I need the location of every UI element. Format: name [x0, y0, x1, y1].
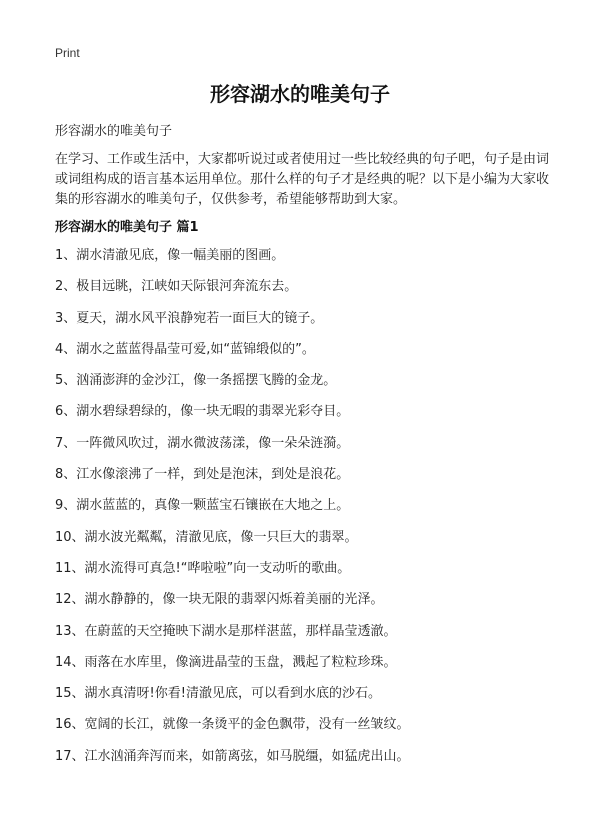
list-item: 9、湖水蓝蓝的，真像一颗蓝宝石镶嵌在大地之上。 [55, 498, 350, 514]
section-heading: 形容湖水的唯美句子 篇1 [55, 220, 199, 235]
sentence-list [55, 246, 575, 778]
list-item: 13、在蔚蓝的天空掩映下湖水是那样湛蓝，那样晶莹透澈。 [55, 623, 397, 639]
list-item: 12、湖水静静的，像一块无限的翡翠闪烁着美丽的光泽。 [55, 592, 384, 608]
list-item: 2、极目远眺，江峡如天际银河奔流东去。 [55, 279, 298, 295]
list-item: 7、一阵微风吹过，湖水微波荡漾，像一朵朵涟漪。 [55, 435, 350, 451]
print-link[interactable]: Print [55, 46, 80, 60]
intro-paragraph: 在学习、工作或生活中，大家都听说过或者使用过一些比较经典的句子吧，句子是由词或词组构成的语言基本运用单位。那什么样的句子才是经典的呢？以下是小编为大家收集的形容湖水的唯美句子，仅供参考，希望能够帮助到大家。 [55, 152, 550, 207]
list-item: 15、湖水真清呀!你看!清澈见底，可以看到水底的沙石。 [55, 686, 381, 702]
list-item: 17、江水汹涌奔泻而来，如箭离弦，如马脱缰，如猛虎出山。 [55, 748, 410, 764]
list-item: 14、雨落在水库里，像滴进晶莹的玉盘，溅起了粒粒珍珠。 [55, 654, 397, 670]
page-title: 形容湖水的唯美句子 [210, 82, 390, 106]
list-item: 10、湖水波光粼粼，清澈见底，像一只巨大的翡翠。 [55, 529, 358, 545]
list-item: 3、夏天，湖水风平浪静宛若一面巨大的镜子。 [55, 310, 324, 326]
list-item: 16、宽阔的长江，就像一条烫平的金色飘带，没有一丝皱纹。 [55, 717, 410, 733]
list-item: 4、湖水之蓝蓝得晶莹可爱,如“蓝锦缎似的”。 [55, 341, 315, 357]
subtitle: 形容湖水的唯美句子 [55, 124, 173, 139]
list-item: 11、湖水流得可真急!“哗啦啦”向一支动听的歌曲。 [55, 560, 351, 576]
list-item: 5、汹涌澎湃的金沙江，像一条摇摆飞腾的金龙。 [55, 373, 337, 389]
list-item: 8、江水像滚沸了一样，到处是泡沫，到处是浪花。 [55, 467, 350, 483]
list-item: 1、湖水清澈见底，像一幅美丽的图画。 [55, 248, 285, 263]
list-item: 6、湖水碧绿碧绿的，像一块无暇的翡翠光彩夺目。 [55, 404, 350, 420]
